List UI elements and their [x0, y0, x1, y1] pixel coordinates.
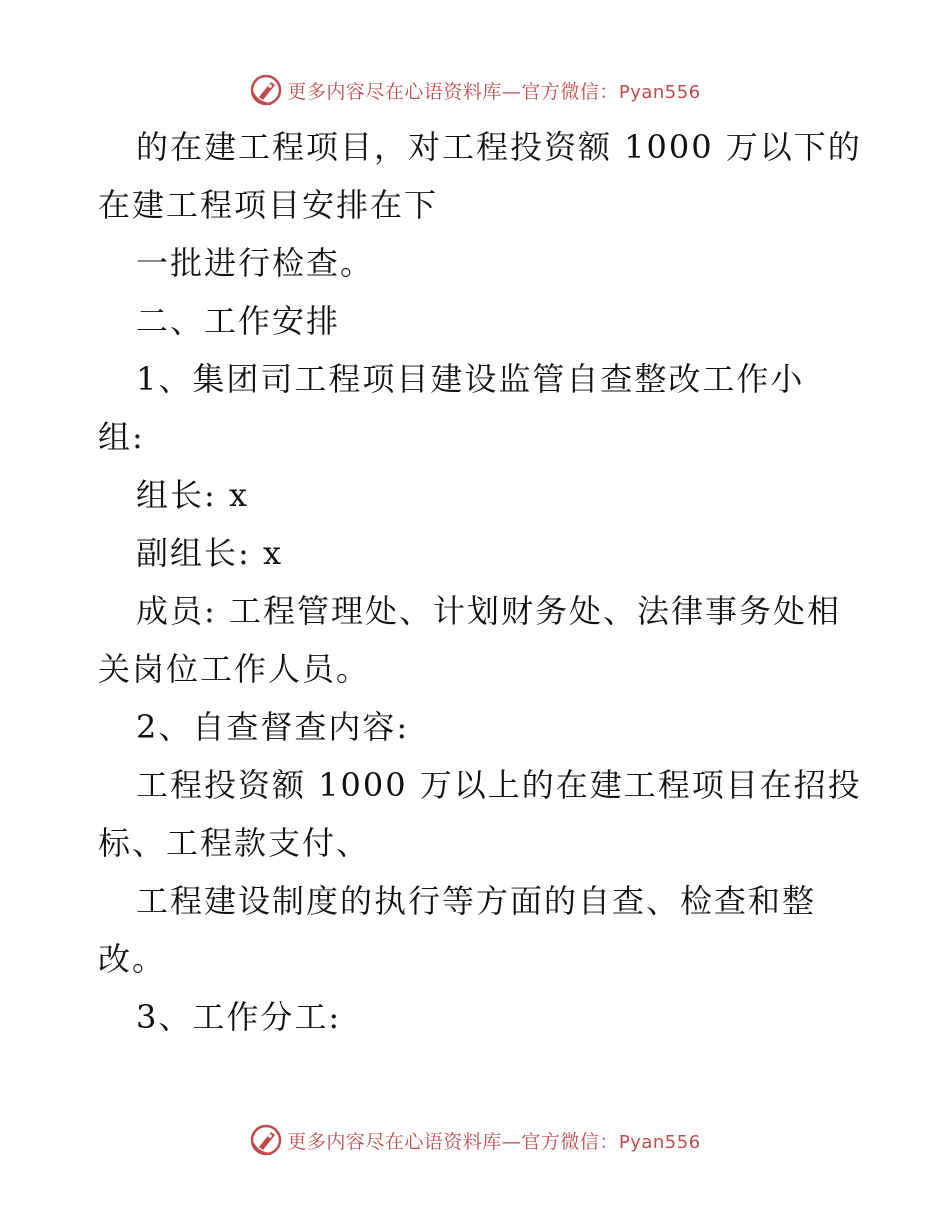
paragraph-line: 组长: x: [136, 476, 250, 514]
paragraph-line: 2、自查督查内容:: [136, 708, 410, 746]
paragraph-line: 工程投资额 1000 万以上的在建工程项目在招投: [136, 766, 862, 804]
paragraph-line: 成员: 工程管理处、计划财务处、法律事务处相: [136, 592, 841, 630]
watermark-wechat-id: Pyan556: [618, 1131, 701, 1153]
watermark-text: 更多内容尽在心语资料库—官方微信：: [287, 80, 619, 103]
paragraph-line: 关岗位工作人员。: [98, 650, 371, 688]
watermark-text: 更多内容尽在心语资料库—官方微信：: [287, 1130, 619, 1153]
paragraph-line: 二、工作安排: [136, 302, 341, 340]
paragraph-line: 的在建工程项目，对工程投资额 1000 万以下的: [136, 128, 862, 166]
document-body: [98, 118, 862, 1046]
paragraph-line: 工程建设制度的执行等方面的自查、检查和整: [136, 882, 817, 920]
header-watermark: [0, 70, 950, 110]
pen-nib-circle-icon: [249, 1123, 283, 1157]
footer-watermark: [0, 1120, 950, 1160]
paragraph-line: 改。: [98, 940, 167, 978]
paragraph-line: 3、工作分工:: [136, 998, 342, 1036]
pen-nib-circle-icon: [249, 73, 283, 107]
paragraph-line: 标、工程款支付、: [98, 824, 371, 862]
watermark-wechat-id: Pyan556: [618, 81, 701, 103]
paragraph-line: 1、集团司工程项目建设监管自查整改工作小: [136, 360, 805, 398]
paragraph-line: 一批进行检查。: [136, 244, 375, 282]
paragraph-line: 副组长: x: [136, 534, 284, 572]
paragraph-line: 组:: [98, 418, 145, 456]
paragraph-line: 在建工程项目安排在下: [98, 186, 439, 224]
